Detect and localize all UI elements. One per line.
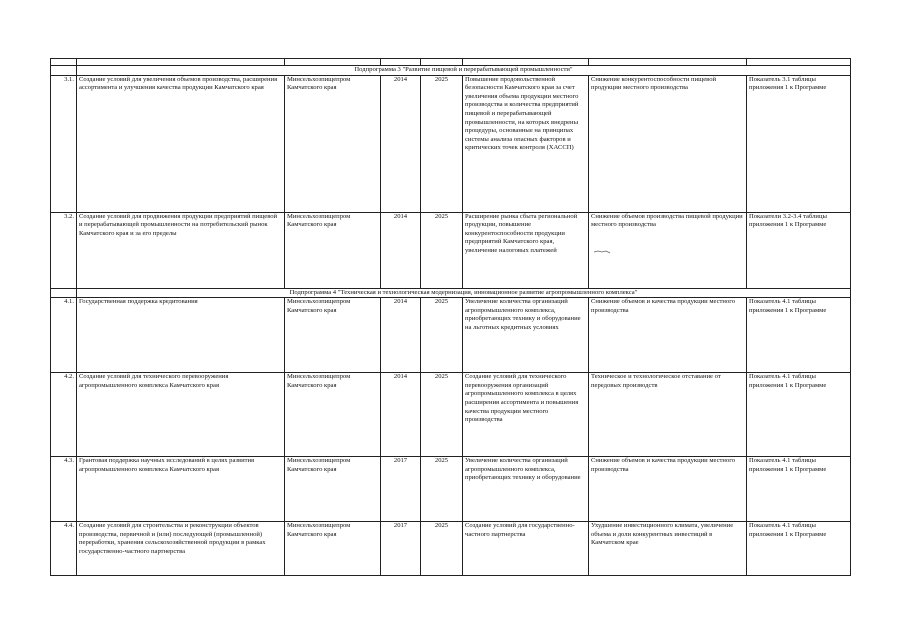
consequence-cell: Снижение конкурентоспособности пищевой продукции местного производства	[589, 75, 747, 212]
row-number: 3.1.	[51, 75, 77, 212]
table-row	[51, 212, 851, 288]
subprogram-header	[51, 66, 851, 76]
start-year-cell: 2017	[381, 522, 421, 576]
consequence-cell: Снижение объемов и качества продукции местного производства	[589, 457, 747, 522]
measure-cell: Создание условий для продвижения продукции предприятий пищевой и перерабатывающей промышленности на потребительский рынок Камчатского края и за его пределы	[77, 212, 285, 288]
start-year-cell: 2014	[381, 373, 421, 457]
consequence-cell: Техническое и технологическое отставание от передовых производств	[589, 373, 747, 457]
measure-cell: Грантовая поддержка научных исследований в целях развития агропромышленного комплекса Камчатского края	[77, 457, 285, 522]
result-cell: Создание условий для государственно-частного партнерства	[463, 522, 589, 576]
indicator-cell: Показатель 4.1 таблицы приложения 1 к Программе	[747, 522, 851, 576]
table-row	[51, 75, 851, 212]
indicator-cell: Показатель 4.1 таблицы приложения 1 к Программе	[747, 298, 851, 373]
executor-cell: Минсельхозпищепром Камчатского края	[285, 75, 381, 212]
end-year-cell: 2025	[421, 75, 463, 212]
table-top-row	[51, 59, 851, 66]
result-cell: Увеличение количества организаций агропромышленного комплекса, приобретающих технику и оборудование на льготных кредитных условиях	[463, 298, 589, 373]
indicator-cell: Показатель 3.1 таблицы приложения 1 к Программе	[747, 75, 851, 212]
pen-mark	[593, 249, 611, 257]
table-row	[51, 298, 851, 373]
executor-cell: Минсельхозпищепром Камчатского края	[285, 212, 381, 288]
start-year-cell: 2014	[381, 212, 421, 288]
subprogram-title: Подпрограмма 4 "Техническая и технологическая модернизация, инновационное развитие агропромышленного комплекса"	[77, 288, 851, 298]
program-measures-table	[50, 58, 851, 576]
end-year-cell: 2025	[421, 212, 463, 288]
indicator-cell: Показатели 3.2-3.4 таблицы приложения 1 к Программе	[747, 212, 851, 288]
consequence-cell: Ухудшение инвестиционного климата, увеличение объема и доли конкурентных инвестиций в Камчатском крае	[589, 522, 747, 576]
row-number: 3.2.	[51, 212, 77, 288]
result-cell: Расширение рынка сбыта региональной продукции, повышение конкурентоспособности продукции предприятий Камчатского края, увеличение налоговых платежей	[463, 212, 589, 288]
end-year-cell: 2025	[421, 373, 463, 457]
result-cell: Повышение продовольственной безопасности Камчатского края за счет увеличения объема продукции местного производства и количества предприятий пищевой и перерабатывающей промышленности, на которых внедрены процедуры, основанные на принципах системы анализа опасных факторов и критических точек контроля (ХАССП)	[463, 75, 589, 212]
end-year-cell: 2025	[421, 457, 463, 522]
start-year-cell: 2014	[381, 75, 421, 212]
indicator-cell: Показатель 4.1 таблицы приложения 1 к Программе	[747, 373, 851, 457]
measure-cell: Создание условий для строительства и реконструкции объектов производства, первичной и (или) последующей (промышленной) переработки, хранения сельскохозяйственной продукции в рамках государственно-частного партнерства	[77, 522, 285, 576]
start-year-cell: 2014	[381, 298, 421, 373]
measure-cell: Создание условий для увеличения объемов производства, расширения ассортимента и улучшения качества продукции Камчатского края	[77, 75, 285, 212]
subprogram-header	[51, 288, 851, 298]
table-row	[51, 522, 851, 576]
row-number: 4.1.	[51, 298, 77, 373]
start-year-cell: 2017	[381, 457, 421, 522]
executor-cell: Минсельхозпищепром Камчатского края	[285, 522, 381, 576]
row-number: 4.4.	[51, 522, 77, 576]
executor-cell: Минсельхозпищепром Камчатского края	[285, 457, 381, 522]
subprogram-title: Подпрограмма 3 "Развитие пищевой и перерабатывающей промышленности"	[77, 66, 851, 76]
executor-cell: Минсельхозпищепром Камчатского края	[285, 373, 381, 457]
table-row	[51, 457, 851, 522]
indicator-cell: Показатель 4.1 таблицы приложения 1 к Программе	[747, 457, 851, 522]
executor-cell: Минсельхозпищепром Камчатского края	[285, 298, 381, 373]
measure-cell: Создание условий для технического перевооружения агропромышленного комплекса Камчатского края	[77, 373, 285, 457]
consequence-cell: Снижение объемов производства пищевой продукции местного производства	[589, 212, 747, 288]
consequence-cell: Снижение объемов и качества продукции местного производства	[589, 298, 747, 373]
result-cell: Создание условий для технического перевооружения организаций агропромышленного комплекса в целях расширения ассортимента и повышения качества продукции местного производства	[463, 373, 589, 457]
row-number: 4.3.	[51, 457, 77, 522]
scribble-icon	[593, 249, 611, 255]
table-row	[51, 373, 851, 457]
end-year-cell: 2025	[421, 522, 463, 576]
measure-cell: Государственная поддержка кредитования	[77, 298, 285, 373]
end-year-cell: 2025	[421, 298, 463, 373]
row-number: 4.2.	[51, 373, 77, 457]
result-cell: Увеличение количества организаций агропромышленного комплекса, приобретающих технику и оборудование	[463, 457, 589, 522]
